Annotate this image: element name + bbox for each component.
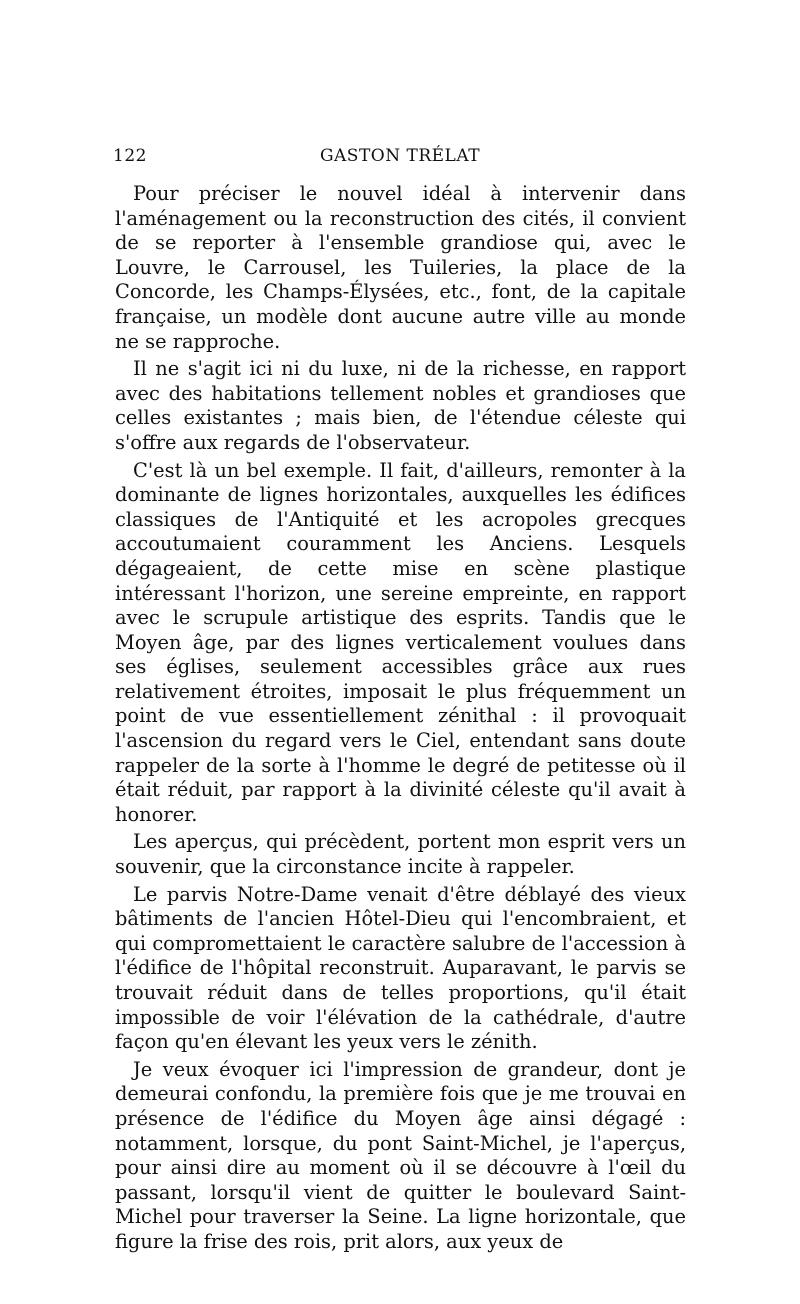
paragraph: Les aperçus, qui précèdent, portent mon esprit vers un souvenir, que la circonstance incite à rappeler. [115,830,686,879]
page-number: 122 [113,146,147,166]
paragraph: Le parvis Notre-Dame venait d'être déblayé des vieux bâtiments de l'ancien Hôtel-Dieu qui l'encombraient, et qui compromettaient le caractère salubre de l'accession à l'édifice de l'hôpital reconstruit. Auparavant, le parvis se trouvait réduit dans de telles proportions, qu'il était impossible de voir l'élévation de la cathédrale, d'autre façon qu'en élevant les yeux vers le zénith. [115,882,686,1054]
paragraph: Il ne s'agit ici ni du luxe, ni de la richesse, en rapport avec des habitations tellement nobles et grandioses que celles existantes ; mais bien, de l'étendue céleste qui s'offre aux regards de l'observateur. [115,357,686,454]
running-head [113,146,687,172]
paragraph: Je veux évoquer ici l'impression de grandeur, dont je demeurai confondu, la première fois que je me trouvai en présence de l'édifice du Moyen âge ainsi dégagé : notamment, lorsque, du pont Saint-Michel, je l'aperçus, pour ainsi dire au moment où il se découvre à l'œil du passant, lorsqu'il vient de quitter le boulevard Saint-Michel pour traverser la Seine. La ligne horizontale, que figure la frise des rois, prit alors, aux yeux de [115,1057,686,1253]
header-title: GASTON TRÉLAT [319,146,481,166]
paragraph: Pour préciser le nouvel idéal à intervenir dans l'aménagement ou la reconstruction des cités, il convient de se reporter à l'ensemble grandiose qui, avec le Louvre, le Carrousel, les Tuileries, la place de la Concorde, les Champs-Élysées, etc., font, de la capitale française, un modèle dont aucune autre ville au monde ne se rapproche. [115,182,686,353]
paragraph: C'est là un bel exemple. Il fait, d'ailleurs, remonter à la dominante de lignes horizontales, auxquelles les édifices classiques de l'Antiquité et les acropoles grecques accoutumaient couramment les Anciens. Lesquels dégageaient, de cette mise en scène plastique intéressant l'horizon, une sereine empreinte, en rapport avec le scrupule artistique des esprits. Tandis que le Moyen âge, par des lignes verticalement voulues dans ses églises, seulement accessibles grâce aux rues relativement étroites, imposait le plus fréquemment un point de vue essentiellement zénithal : il provoquait l'ascension du regard vers le Ciel, entendant sans doute rappeler de la sorte à l'homme le degré de petitesse où il était réduit, par rapport à la divinité céleste qu'il avait à honorer. [115,458,686,826]
body-text [115,182,686,1255]
